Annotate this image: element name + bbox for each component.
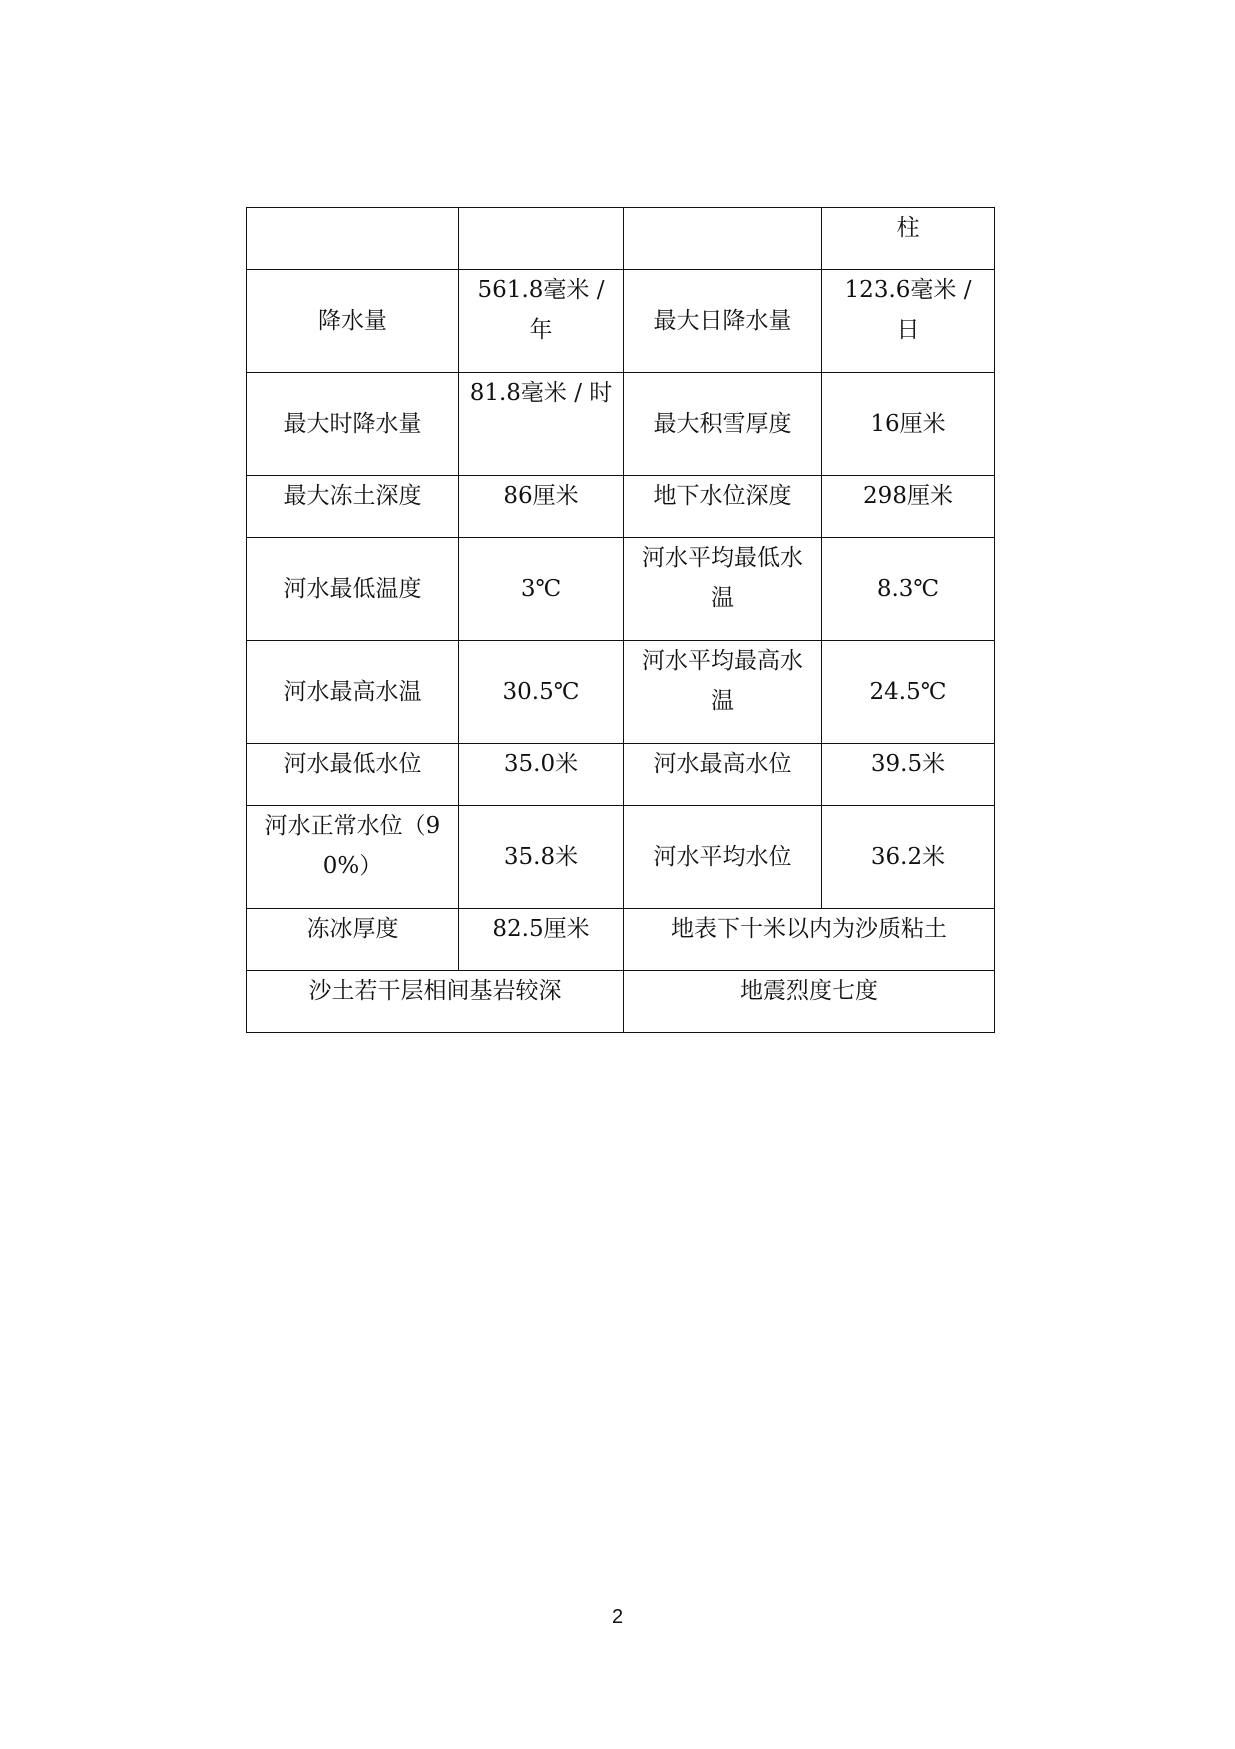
table-row	[247, 538, 995, 641]
table-cell: 河水最高水位	[624, 744, 822, 806]
table-cell: 河水最低水位	[247, 744, 459, 806]
table-cell: 最大积雪厚度	[624, 373, 822, 476]
table-cell: 地表下十米以内为沙质粘土	[624, 909, 995, 971]
table-cell: 82.5厘米	[459, 909, 624, 971]
table-cell: 地下水位深度	[624, 476, 822, 538]
table-cell: 冻冰厚度	[247, 909, 459, 971]
table-cell: 河水平均最高水温	[624, 641, 822, 744]
table-cell: 39.5米	[822, 744, 995, 806]
table-row	[247, 641, 995, 744]
table-cell: 地震烈度七度	[624, 971, 995, 1033]
table-row	[247, 373, 995, 476]
table-cell: 81.8毫米 / 时	[459, 373, 624, 476]
table-cell: 123.6毫米 / 日	[822, 270, 995, 373]
table-cell: 24.5℃	[822, 641, 995, 744]
table-cell: 561.8毫米 / 年	[459, 270, 624, 373]
table-cell: 河水最高水温	[247, 641, 459, 744]
table-row	[247, 744, 995, 806]
table-cell: 最大冻土深度	[247, 476, 459, 538]
climate-data-table	[246, 207, 995, 1033]
page-number: 2	[611, 1606, 624, 1628]
table-row	[247, 208, 995, 270]
table-cell: 16厘米	[822, 373, 995, 476]
table-cell: 最大时降水量	[247, 373, 459, 476]
table-cell: 30.5℃	[459, 641, 624, 744]
table-cell: 河水正常水位（90%）	[247, 806, 459, 909]
table-cell: 沙土若干层相间基岩较深	[247, 971, 624, 1033]
table-row	[247, 270, 995, 373]
table-cell: 8.3℃	[822, 538, 995, 641]
table-cell: 降水量	[247, 270, 459, 373]
table-cell	[247, 208, 459, 270]
table-cell	[624, 208, 822, 270]
table-cell: 河水最低温度	[247, 538, 459, 641]
table-cell	[459, 208, 624, 270]
table-row	[247, 909, 995, 971]
table-cell: 36.2米	[822, 806, 995, 909]
table-cell: 河水平均最低水温	[624, 538, 822, 641]
table-cell: 最大日降水量	[624, 270, 822, 373]
table-cell: 298厘米	[822, 476, 995, 538]
table-row	[247, 971, 995, 1033]
table-cell: 柱	[822, 208, 995, 270]
table-cell: 35.8米	[459, 806, 624, 909]
table-cell: 河水平均水位	[624, 806, 822, 909]
table-cell: 86厘米	[459, 476, 624, 538]
table-row	[247, 476, 995, 538]
table-cell: 35.0米	[459, 744, 624, 806]
table-cell: 3℃	[459, 538, 624, 641]
table-row	[247, 806, 995, 909]
